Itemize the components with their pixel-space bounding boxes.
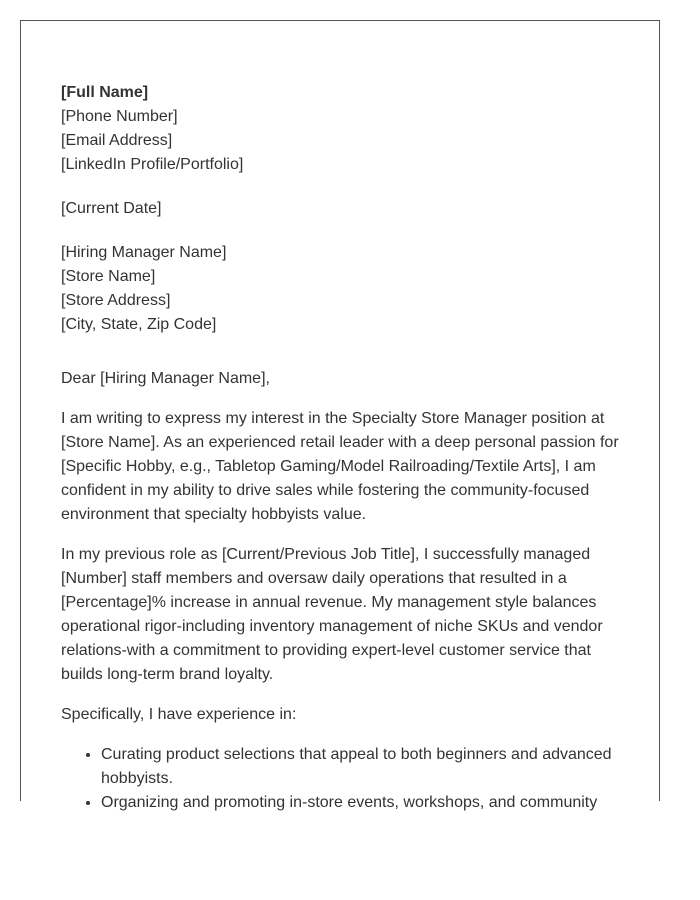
letter-body bbox=[61, 81, 629, 815]
paragraph-experience: In my previous role as [Current/Previous Job Title], I successfully managed [Number] staff members and oversaw daily operations that resulted in a [Percentage]% increase in annual revenue. My management style balances operational rigor-including inventory management of niche SKUs and vendor relations-with a commitment to providing expert-level customer service that builds long-term brand loyalty. bbox=[61, 546, 603, 683]
letter-page bbox=[20, 20, 660, 811]
experience-list bbox=[61, 743, 629, 815]
paragraph-specifics: Specifically, I have experience in: bbox=[61, 706, 297, 723]
date-block bbox=[61, 197, 629, 221]
sender-linkedin: [LinkedIn Profile/Portfolio] bbox=[61, 156, 244, 173]
recipient-block bbox=[61, 241, 629, 337]
recipient-manager-name: [Hiring Manager Name] bbox=[61, 244, 227, 261]
paragraph-intro: I am writing to express my interest in the Specialty Store Manager position at [Store Name]. As an experienced retail leader with a deep personal passion for [Specific Hobby, e.g., Tabletop Gaming/Model Railroading/Textile Arts], I am confident in my ability to drive sales while fostering the community-focused environment that specialty hobbyists value. bbox=[61, 410, 619, 523]
sender-full-name: [Full Name] bbox=[61, 84, 149, 101]
letter-date: [Current Date] bbox=[61, 200, 162, 217]
salutation bbox=[61, 367, 629, 391]
recipient-store-name: [Store Name] bbox=[61, 268, 156, 285]
recipient-store-address: [Store Address] bbox=[61, 292, 171, 309]
list-item: • Organizing and promoting in-store events, workshops, and community bbox=[101, 791, 629, 815]
recipient-city-state-zip: [City, State, Zip Code] bbox=[61, 316, 217, 333]
sender-phone: [Phone Number] bbox=[61, 108, 178, 125]
sender-block bbox=[61, 81, 629, 177]
salutation-text: Dear [Hiring Manager Name], bbox=[61, 370, 270, 387]
list-item: • Curating product selections that appeal to both beginners and advanced hobbyists. bbox=[101, 743, 629, 791]
sender-email: [Email Address] bbox=[61, 132, 173, 149]
